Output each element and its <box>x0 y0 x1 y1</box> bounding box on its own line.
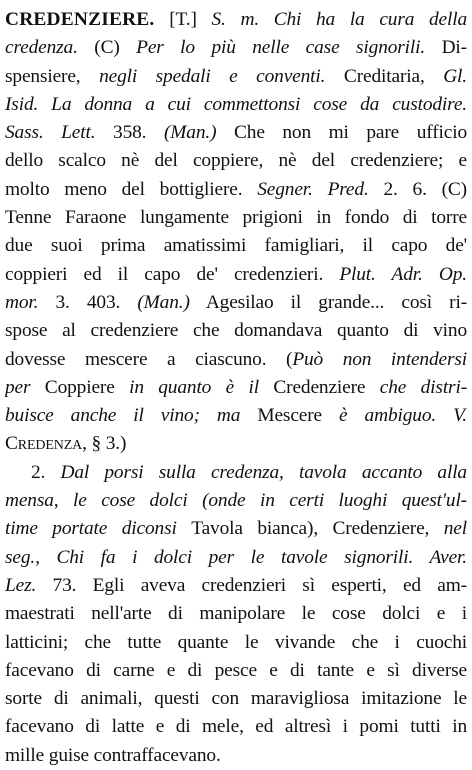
body-text: Che non mi pare ufficio <box>216 122 467 144</box>
cross-reference: Credenza <box>5 433 83 455</box>
body-text: 2. 6. (C) <box>368 178 467 200</box>
italic-text: mor. <box>5 291 39 313</box>
italic-text: credenza. <box>5 37 95 59</box>
body-text: Agesilao il grande... così ri- <box>189 291 467 313</box>
body-text: 2. <box>31 461 61 483</box>
text-line <box>5 600 467 628</box>
italic-text: Per lo più nelle case signorili. <box>136 37 426 59</box>
italic-text: Gl. <box>443 65 467 87</box>
body-text: 73. Egli aveva credenzieri sì esperti, ed am- <box>36 574 467 596</box>
text-line <box>5 34 467 62</box>
text-line <box>5 742 467 770</box>
italic-text: Plut. Adr. Op. <box>339 263 467 285</box>
text-line <box>5 572 467 600</box>
text-line <box>5 374 467 402</box>
body-text: due suoi prima amatissimi famigliari, il capo de' <box>5 235 467 257</box>
text-line <box>5 317 467 345</box>
text-line <box>5 430 467 458</box>
italic-text: S. m. Chi ha la cura della <box>211 9 467 30</box>
text-line <box>5 346 467 374</box>
body-text: (C) <box>94 37 137 59</box>
body-text: Mescere <box>257 405 340 427</box>
headword: CREDENZIERE. <box>5 9 155 30</box>
body-text: Di- <box>425 37 467 59</box>
body-text: molto meno del bottigliere. <box>5 178 258 200</box>
body-text: latticini; che tutte quante le vivande che i cuochi <box>5 631 467 653</box>
body-text: mille guise contraffacevano. <box>5 744 221 766</box>
text-line <box>5 657 467 685</box>
body-text: 3. 403. <box>38 291 138 313</box>
body-text: 358. <box>95 122 164 144</box>
body-text: coppieri ed il capo de' credenzieri. <box>5 263 340 285</box>
body-text: [T.] <box>154 9 212 30</box>
text-line <box>5 6 467 34</box>
body-text: Creditaria, <box>325 65 444 87</box>
italic-text: Dal porsi sulla credenza, tavola accanto alla <box>60 461 467 483</box>
body-text: spose al credenziere che domandava quanto di vino <box>5 320 467 342</box>
body-text: maestrati nell'arte di manipolare le cose dolci e i <box>5 603 467 625</box>
italic-text: nel <box>443 518 467 540</box>
text-line <box>5 685 467 713</box>
body-text: Tenne Faraone lungamente prigioni in fondo di torre <box>5 207 467 229</box>
text-line <box>5 119 467 147</box>
body-text: Credenziere <box>273 376 380 398</box>
italic-text: in quanto è il <box>129 376 274 398</box>
italic-text: Sass. Lett. <box>5 122 96 144</box>
italic-text: mensa, le cose dolci (onde in certi luoghi quest'ul- <box>5 490 467 512</box>
italic-text: seg., Chi fa i dolci per le tavole signorili. Aver. <box>5 546 467 568</box>
italic-text: che distri- <box>379 376 467 398</box>
body-text: dello scalco nè del coppiere, nè del credenziere; e <box>5 150 467 172</box>
text-line <box>5 289 467 317</box>
text-line <box>5 63 467 91</box>
italic-text: è ambiguo. V. <box>339 405 467 427</box>
italic-text: Isid. La donna a cui commettonsi cose da custodire. <box>5 93 467 115</box>
text-line <box>5 91 467 119</box>
dictionary-entry <box>5 6 467 770</box>
text-line <box>5 261 467 289</box>
body-text: facevano di latte e di mele, ed altresì i pomi tutti in <box>5 716 467 738</box>
text-line <box>5 515 467 543</box>
text-line <box>5 713 467 741</box>
italic-text: per <box>5 376 45 398</box>
text-line <box>5 232 467 260</box>
body-text: spensiere, <box>5 65 100 87</box>
text-line <box>5 487 467 515</box>
text-line <box>5 204 467 232</box>
italic-text: Lez. <box>5 574 37 596</box>
text-line <box>5 147 467 175</box>
body-text: sorte di animali, questi con maravigliosa imitazione le <box>5 688 467 710</box>
italic-text: negli spedali e conventi. <box>99 65 326 87</box>
text-line <box>5 402 467 430</box>
italic-text: Segner. Pred. <box>257 178 369 200</box>
text-line <box>5 629 467 657</box>
text-line <box>5 544 467 572</box>
italic-text: buisce anche il vino; ma <box>5 405 258 427</box>
body-text: dovesse mescere a ciascuno. ( <box>5 348 293 370</box>
body-text: Tavola bianca), Credenziere, <box>191 518 444 540</box>
body-text: Coppiere <box>44 376 130 398</box>
italic-text: time portate diconsi <box>5 518 192 540</box>
text-line <box>5 459 467 487</box>
body-text: facevano di carne e di pesce e di tante e sì diverse <box>5 659 467 681</box>
text-line <box>5 176 467 204</box>
italic-text: (Man.) <box>137 291 190 313</box>
italic-text: Può non intendersi <box>292 348 467 370</box>
italic-text: (Man.) <box>163 122 217 144</box>
body-text: , § 3.) <box>82 433 127 455</box>
